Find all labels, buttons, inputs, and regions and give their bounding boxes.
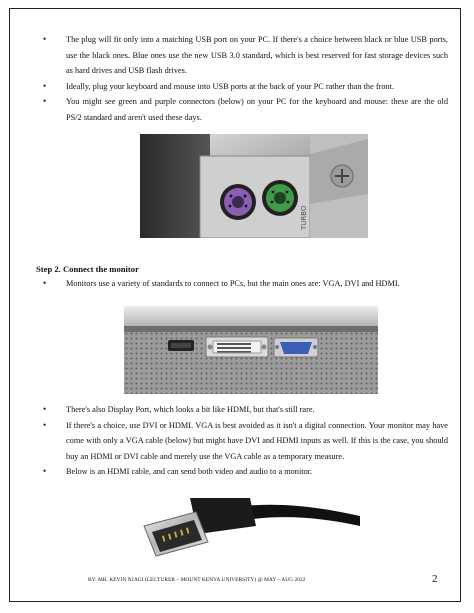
- ps2-ports-photo: [140, 134, 368, 238]
- bullet-icon: •: [43, 466, 47, 477]
- monitor-ports-illustration: [124, 306, 378, 394]
- bullet-text: You might see green and purple connectors (below) on your PC for the keyboard and mouse: these are the old PS/2 standard and aren't used these days.: [66, 97, 448, 122]
- bullet-icon: •: [43, 34, 47, 44]
- dvi-port-icon: [206, 337, 268, 357]
- monitor-ports-photo: [124, 306, 378, 394]
- bullet-text: The plug will fit only into a matching USB port on your PC. If there's a choice between black or blue USB ports, use the black ones. Blue ones use the new USB 3.0 standard, which is best reserved for fast storage devices such as hard drives and USB flash drives.: [66, 35, 448, 76]
- ps2-mouse-port-icon: [262, 180, 298, 216]
- bullet-icon: •: [43, 278, 47, 288]
- hdmi-cable-illustration: [124, 492, 360, 560]
- list-item: [36, 402, 448, 418]
- bullet-text: There's also Display Port, which looks a bit like HDMI, but that's still rare.: [66, 405, 315, 414]
- bullet-list-cables: [36, 402, 448, 480]
- ps2-keyboard-port-icon: [220, 184, 256, 220]
- list-item: [36, 418, 448, 465]
- list-item: [36, 464, 448, 480]
- bullet-text: Monitors use a variety of standards to connect to PCs, but the main ones are: VGA, DVI and HDMI.: [66, 279, 400, 288]
- turbo-label: TURBO: [300, 205, 308, 230]
- bullet-text: Ideally, plug your keyboard and mouse into USB ports at the back of your PC rather than the front.: [66, 81, 395, 91]
- bullet-text: Below is an HDMI cable, and can send both video and audio to a monitor.: [66, 467, 313, 477]
- bullet-list-monitor: [36, 276, 448, 292]
- page-footer: BY: MR. KEVIN NJAGI (LECTURER – MOUNT KENYA UNIVERSITY) @ MAY – AUG 2022: [88, 577, 306, 583]
- list-item: [36, 32, 448, 79]
- vga-port-icon: [274, 338, 318, 357]
- hdmi-port-icon: [168, 340, 194, 351]
- list-item: [36, 276, 448, 292]
- bullet-icon: •: [43, 96, 47, 107]
- ps2-ports-illustration: [140, 134, 368, 238]
- list-item: [36, 94, 448, 125]
- bullet-text: If there's a choice, use DVI or HDMI. VGA is best avoided as it isn't a digital connection. Your monitor may have come with only a VGA cable (below) but might have DVI and HDMI inputs as well. If this is the case, you should buy an HDMI or DVI cable and merely use the VGA cable as a temporary measure.: [66, 420, 448, 461]
- bullet-list-usb: [36, 32, 448, 126]
- list-item: [36, 79, 448, 95]
- bullet-icon: •: [43, 404, 47, 414]
- screw-icon: [331, 165, 353, 187]
- page-number: 2: [432, 573, 438, 585]
- bullet-icon: •: [43, 80, 47, 91]
- step-2-heading: Step 2. Connect the monitor: [36, 264, 139, 274]
- hdmi-cable-photo: [124, 492, 360, 560]
- bullet-icon: •: [43, 419, 47, 430]
